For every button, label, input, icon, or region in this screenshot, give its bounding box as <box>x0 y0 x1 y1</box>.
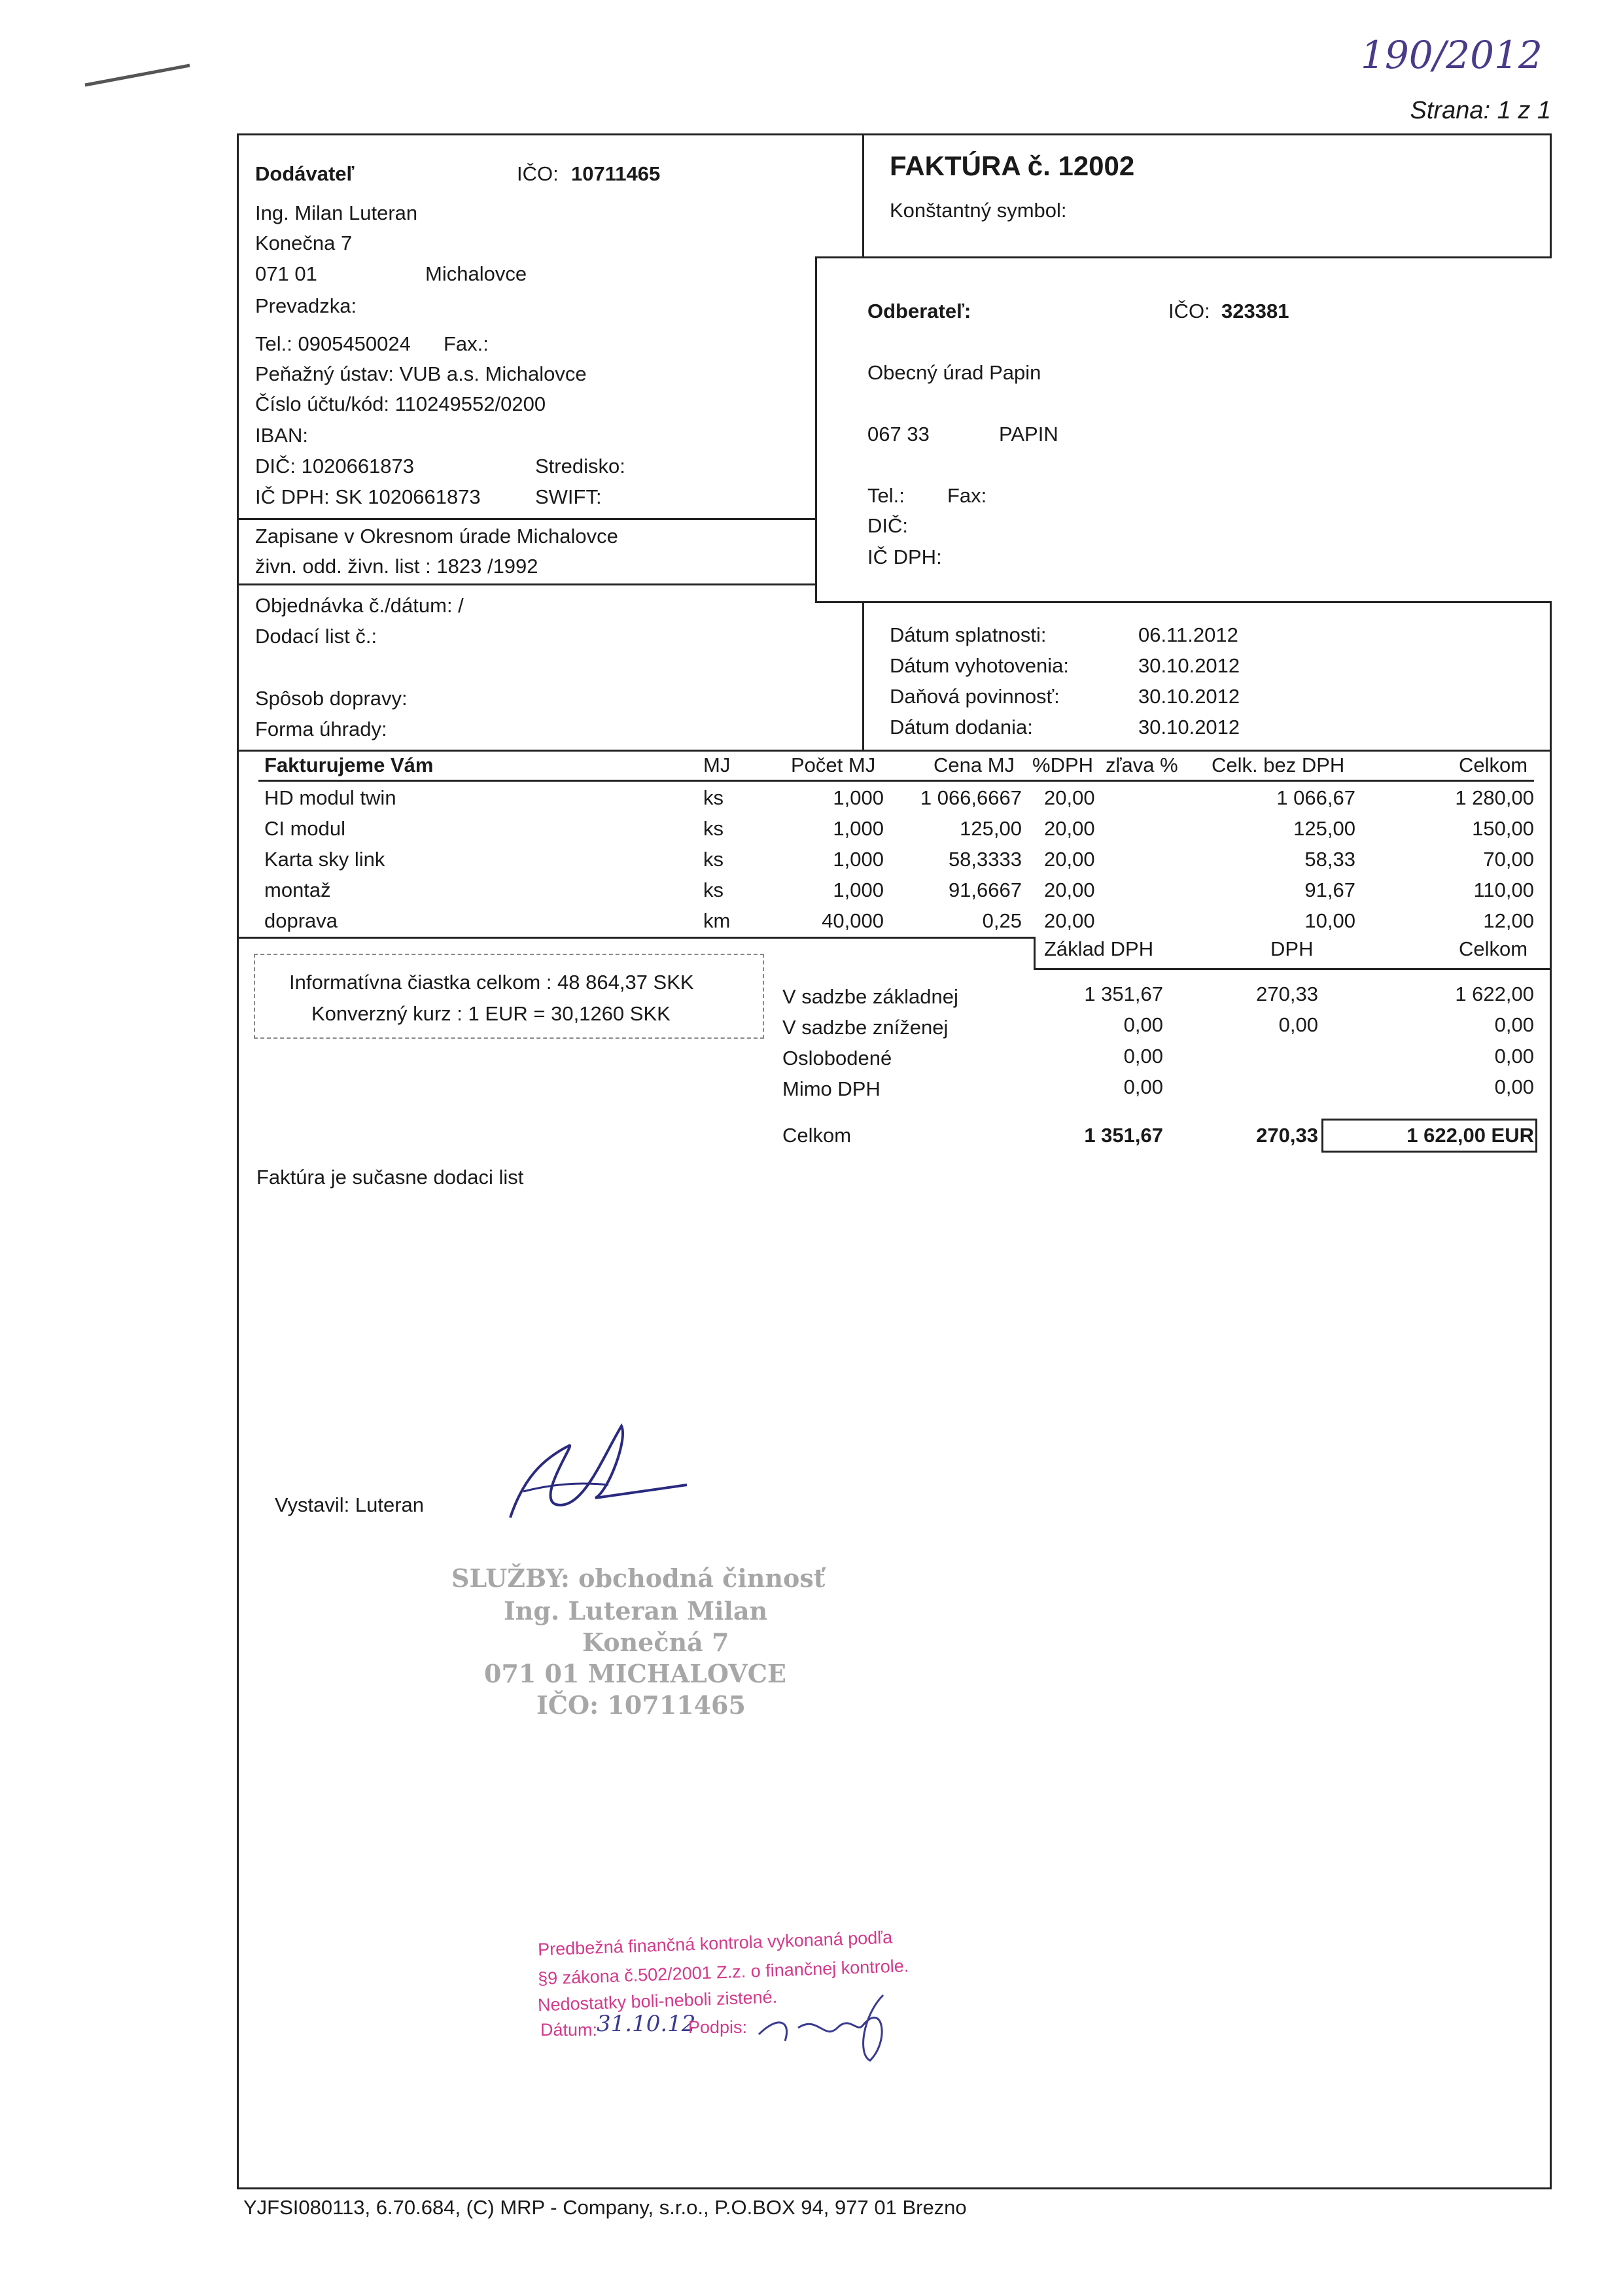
divider <box>237 583 815 585</box>
col-header-vat: %DPH <box>1032 754 1094 776</box>
col-header-net: Celk. bez DPH <box>1212 754 1345 776</box>
divider <box>237 518 815 520</box>
supplier-icdph: IČ DPH: SK 1020661873 <box>255 485 481 508</box>
control-stamp-line: Nedostatky boli-neboli zistené. <box>537 1987 778 2015</box>
handwritten-invoice-number: 190/2012 <box>1361 33 1543 77</box>
item-net: 58,33 <box>1304 848 1355 871</box>
customer-zip: 067 33 <box>867 423 930 445</box>
item-net: 91,67 <box>1304 878 1355 901</box>
summary-header-total: Celkom <box>1459 937 1528 960</box>
supplier-iban: IBAN: <box>255 424 308 447</box>
summary-total-vat: 270,33 <box>1256 1124 1318 1147</box>
customer-ico-label: IČO: <box>1168 300 1210 322</box>
summary-total: 1 622,00 <box>1455 983 1534 1005</box>
item-mj: ks <box>703 786 724 809</box>
order-objednavka: Objednávka č./dátum: / <box>255 594 464 617</box>
summary-label: V sadzbe zníženej <box>782 1016 949 1039</box>
supplier-fax: Fax.: <box>444 332 489 355</box>
summary-vat: 0,00 <box>1278 1013 1318 1036</box>
item-net: 1 066,67 <box>1276 786 1355 809</box>
supplier-tel: Tel.: 0905450024 <box>255 332 411 355</box>
customer-ico: 323381 <box>1221 300 1289 322</box>
item-vat: 20,00 <box>1044 909 1095 932</box>
summary-total: 0,00 <box>1494 1045 1534 1068</box>
summary-header-vat: DPH <box>1270 937 1314 960</box>
summary-total-label: Celkom <box>782 1124 852 1147</box>
supplier-city: Michalovce <box>425 262 527 285</box>
supplier-heading: Dodávateľ <box>255 162 355 185</box>
summary-total: 0,00 <box>1494 1075 1534 1098</box>
item-total: 150,00 <box>1472 817 1534 840</box>
stamp-line: 071 01 MICHALOVCE <box>484 1659 786 1688</box>
item-vat: 20,00 <box>1044 786 1095 809</box>
item-mj: ks <box>703 878 724 901</box>
supplier-street: Konečna 7 <box>255 232 353 254</box>
supplier-swift: SWIFT: <box>535 485 602 508</box>
summary-header-base: Základ DPH <box>1044 937 1154 960</box>
item-mj: km <box>703 909 731 932</box>
supplier-zip: 071 01 <box>255 262 317 285</box>
item-total: 1 280,00 <box>1455 786 1534 809</box>
supplier-stredisko: Stredisko: <box>535 455 625 478</box>
item-qty: 1,000 <box>833 817 884 840</box>
summary-label: Mimo DPH <box>782 1077 881 1100</box>
item-price: 125,00 <box>960 817 1022 840</box>
summary-label: Oslobodené <box>782 1047 892 1070</box>
summary-base: 0,00 <box>1123 1075 1163 1098</box>
stamp-line: SLUŽBY: obchodná činnosť <box>451 1563 826 1593</box>
item-price: 91,6667 <box>948 878 1022 901</box>
signature <box>497 1419 700 1531</box>
customer-name: Obecný úrad Papin <box>867 361 1041 384</box>
summary-label: V sadzbe základnej <box>782 985 958 1008</box>
item-vat: 20,00 <box>1044 817 1095 840</box>
info-box <box>254 954 764 1039</box>
control-signature <box>752 1989 896 2067</box>
divider <box>1034 968 1552 970</box>
supplier-dic: DIČ: 1020661873 <box>255 455 415 478</box>
item-qty: 1,000 <box>833 786 884 809</box>
control-stamp-date: 31.10.12 <box>597 2011 696 2037</box>
summary-base: 0,00 <box>1123 1045 1163 1068</box>
customer-tel: Tel.: <box>867 484 905 507</box>
supplier-ico: 10711465 <box>571 162 661 185</box>
item-desc: HD modul twin <box>264 786 396 809</box>
stamp-line: IČO: 10711465 <box>536 1690 746 1720</box>
info-amount: Informatívna čiastka celkom : 48 864,37 SKK <box>289 971 694 994</box>
date-value: 30.10.2012 <box>1138 685 1240 708</box>
grand-total: 1 622,00 EUR <box>1406 1124 1534 1147</box>
konst-symbol: Konštantný symbol: <box>890 199 1067 222</box>
item-total: 110,00 <box>1473 878 1534 901</box>
date-value: 30.10.2012 <box>1138 654 1240 677</box>
supplier-registered-2: živn. odd. živn. list : 1823 /1992 <box>255 555 538 578</box>
col-header-price: Cena MJ <box>934 754 1015 776</box>
date-label: Dátum dodania: <box>890 716 1033 739</box>
item-desc: montaž <box>264 878 331 901</box>
summary-total: 0,00 <box>1494 1013 1534 1036</box>
customer-dic: DIČ: <box>867 514 908 537</box>
col-header-desc: Fakturujeme Vám <box>264 754 434 776</box>
control-stamp-line: Predbežná finančná kontrola vykonaná podľa <box>537 1927 893 1960</box>
item-vat: 20,00 <box>1044 848 1095 871</box>
invoice-title: FAKTÚRA č. 12002 <box>890 150 1135 181</box>
issuer: Vystavil: Luteran <box>275 1493 425 1516</box>
item-qty: 40,000 <box>822 909 884 932</box>
control-stamp-sign-label: Podpis: <box>688 2017 748 2037</box>
item-price: 58,3333 <box>948 848 1022 871</box>
item-desc: doprava <box>264 909 338 932</box>
item-net: 10,00 <box>1304 909 1355 932</box>
supplier-prevadzka: Prevadzka: <box>255 294 357 317</box>
item-qty: 1,000 <box>833 848 884 871</box>
date-value: 30.10.2012 <box>1138 716 1240 739</box>
customer-city: PAPIN <box>999 423 1058 445</box>
stamp-line: Konečná 7 <box>582 1627 729 1657</box>
control-stamp-date-label: Dátum: <box>540 2020 598 2040</box>
item-price: 1 066,6667 <box>920 786 1022 809</box>
item-desc: CI modul <box>264 817 346 840</box>
date-label: Dátum splatnosti: <box>890 623 1047 646</box>
col-header-discount: zľava % <box>1106 754 1178 776</box>
item-mj: ks <box>703 817 724 840</box>
summary-base: 1 351,67 <box>1084 983 1163 1005</box>
stamp-line: Ing. Luteran Milan <box>504 1596 768 1626</box>
divider <box>258 780 1534 782</box>
summary-total-base: 1 351,67 <box>1084 1124 1163 1147</box>
divider <box>237 750 1552 752</box>
item-total: 70,00 <box>1483 848 1534 871</box>
item-price: 0,25 <box>982 909 1022 932</box>
summary-base: 0,00 <box>1123 1013 1163 1036</box>
item-vat: 20,00 <box>1044 878 1095 901</box>
page-number: Strana: 1 z 1 <box>1410 97 1551 124</box>
col-header-total: Celkom <box>1459 754 1528 776</box>
summary-vat: 270,33 <box>1256 983 1318 1005</box>
item-qty: 1,000 <box>833 878 884 901</box>
item-desc: Karta sky link <box>264 848 385 871</box>
divider <box>1034 937 1036 969</box>
info-rate: Konverzný kurz : 1 EUR = 30,1260 SKK <box>311 1002 671 1025</box>
control-stamp-line: §9 zákona č.502/2001 Z.z. o finančnej kontrole. <box>537 1956 909 1989</box>
item-mj: ks <box>703 848 724 871</box>
col-header-qty: Počet MJ <box>791 754 876 776</box>
note: Faktúra je sučasne dodaci list <box>256 1166 524 1189</box>
customer-heading: Odberateľ: <box>867 300 971 322</box>
order-doprava: Spôsob dopravy: <box>255 687 408 710</box>
supplier-bank: Peňažný ústav: VUB a.s. Michalovce <box>255 362 587 385</box>
supplier-registered-1: Zapisane v Okresnom úrade Michalovce <box>255 525 618 548</box>
customer-fax: Fax: <box>947 484 987 507</box>
customer-icdph: IČ DPH: <box>867 546 942 568</box>
col-header-mj: MJ <box>703 754 731 776</box>
item-net: 125,00 <box>1293 817 1355 840</box>
supplier-ico-label: IČO: <box>517 162 559 185</box>
date-label: Dátum vyhotovenia: <box>890 654 1069 677</box>
pen-mark <box>79 52 196 92</box>
order-dodaci: Dodací list č.: <box>255 625 377 648</box>
date-label: Daňová povinnosť: <box>890 685 1060 708</box>
supplier-name: Ing. Milan Luteran <box>255 201 418 224</box>
order-uhrada: Forma úhrady: <box>255 718 387 740</box>
date-value: 06.11.2012 <box>1138 623 1238 646</box>
supplier-account: Číslo účtu/kód: 110249552/0200 <box>255 392 546 415</box>
item-total: 12,00 <box>1483 909 1534 932</box>
divider <box>237 937 1034 939</box>
footer: YJFSI080113, 6.70.684, (C) MRP - Company, s.r.o., P.O.BOX 94, 977 01 Brezno <box>243 2196 967 2219</box>
